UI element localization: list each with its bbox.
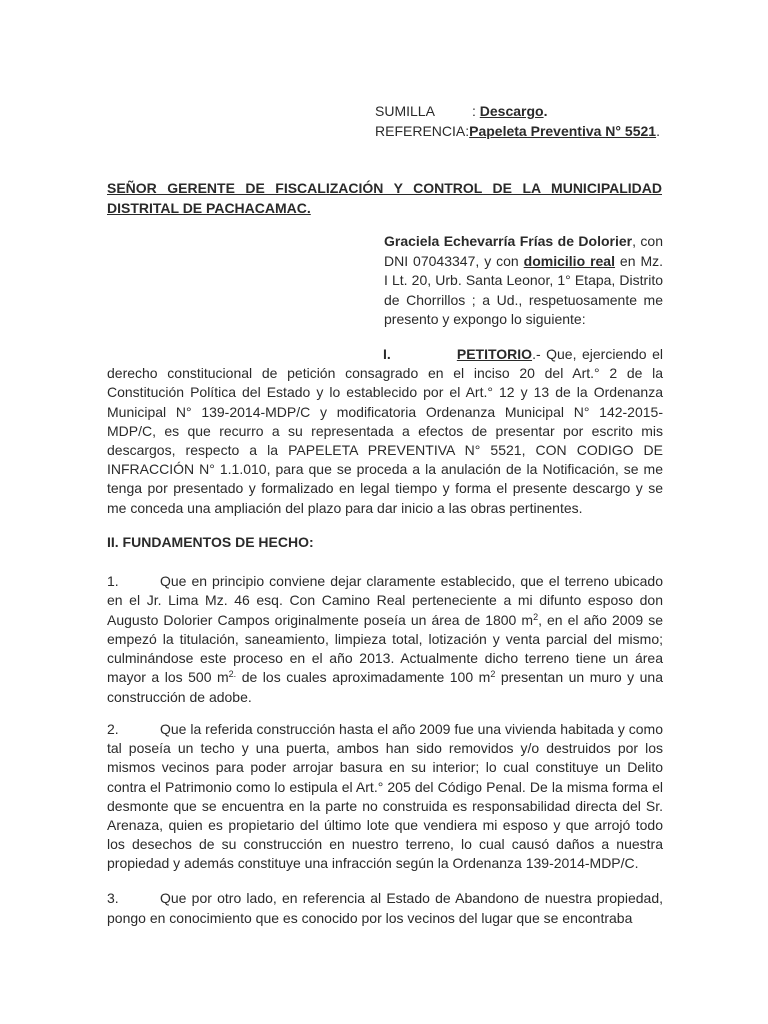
petitorio-first-line <box>107 345 663 364</box>
fundamento-item-2 <box>107 720 663 874</box>
fundamento-item-3 <box>107 889 663 928</box>
petitorio-title: PETITORIO <box>456 346 533 362</box>
party-name: Graciela Echevarría Frías de Dolorier <box>384 233 633 249</box>
referencia-value: Papeleta Preventiva N° 5521 <box>469 123 657 139</box>
party-text-b: en Mz. I Lt. 20, Urb. Santa Leonor, 1° Etapa, Distrito de Chorrillos ; a Ud., respetuosamente me presento y expongo lo siguiente: <box>384 252 664 327</box>
party-introduction <box>384 232 663 330</box>
fundamentos-title: II. FUNDAMENTOS DE HECHO: <box>107 534 314 550</box>
petitorio-section <box>107 345 663 518</box>
party-text-a: , con DNI 07043347, y con <box>384 233 663 269</box>
petitorio-text: derecho constitucional de petición consagrado en el inciso 20 del Art.° 2 de la Constitución Política del Estado y lo establecido por el Art.° 12 y 13 de la Ordenanza Municipal N° 139-2014-MDP/C y modificatoria Ordenanza Municipal N° 142-2015-MDP/C, es que recurro a su representada a efectos de presentar por escrito mis descargos, respecto a la PAPELETA PREVENTIVA N° 5521, CON CODIGO DE INFRACCIÓN N° 1.1.010, para que se proceda a la anulación de la Notificación, se me tenga por presentado y formalizado en legal tiempo y forma el presente descargo y se me conceda una ampliación del plazo para dar inicio a las obras pertinentes. <box>107 365 663 516</box>
referencia-line <box>375 122 755 142</box>
item-number: 3. <box>107 890 119 906</box>
item-text-a: Que en principio conviene dejar claramente establecido, que el terreno ubicado en el Jr. Lima Mz. 46 esq. Con Camino Real perteneciente a mi difunto esposo don Augusto Dolorier Campos originalmente poseía un área de 1800 m <box>107 573 663 628</box>
item-text-c: de los cuales aproximadamente 100 m <box>236 669 491 686</box>
petitorio-first-line-rest: .- Que, ejerciendo el <box>532 346 663 362</box>
superscript-2: 2 <box>490 669 496 680</box>
item-text-d: presentan un muro y una construcción de adobe. <box>107 669 664 705</box>
sumilla-end: . <box>543 103 548 119</box>
item-text: Que por otro lado, en referencia al Estado de Abandono de nuestra propiedad, pongo en conocimiento que es conocido por los vecinos del lugar que se encontraba <box>107 890 663 926</box>
item-number: 1. <box>107 573 119 589</box>
item-text: Que la referida construcción hasta el año 2009 fue una vivienda habitada y como tal poseía un techo y una puerta, ambos han sido removidos y/o destruidos por los mismos vecinos para poder arrojar basura en su interior; lo cual constituye un Delito contra el Patrimonio como lo estipula el Art.° 205 del Código Penal. De la misma forma el desmonte que se encuentra en la parte no construida es responsabilidad directa del Sr. Arenaza, quien es propietario del último lote que vendiera mi esposo y que arrojó todo los desechos de su construcción en nuestro terreno, lo cual causó daños a nuestra propiedad y además constituye una infracción según la Ordenanza 139-2014-MDP/C. <box>107 721 663 872</box>
superscript-2: 2 <box>533 611 539 622</box>
fundamento-item-1 <box>107 572 663 707</box>
sumilla-colon: : <box>472 103 480 119</box>
referencia-end: . <box>656 123 660 139</box>
sumilla-label: SUMILLA <box>375 103 435 119</box>
reference-block <box>375 102 755 142</box>
superscript-2-dot: 2. <box>228 669 237 680</box>
petitorio-numeral: I. <box>383 346 391 362</box>
item-text-b: , en el año 2009 se empezó la titulación, saneamiento, limpieza total, lotización y venta parcial del mismo; culminándose este proceso en el año 2013. Actualmente dicho terreno tiene un área mayor a los 500 m <box>107 611 663 686</box>
referencia-label: REFERENCIA: <box>375 123 470 139</box>
domicilio-label: domicilio real <box>523 252 615 269</box>
sumilla-value: Descargo <box>479 103 544 119</box>
sumilla-line <box>375 102 755 122</box>
addressee-heading: SEÑOR GERENTE DE FISCALIZACIÓN Y CONTROL DE LA MUNICIPALIDAD DISTRITAL DE PACHACAMAC. <box>107 180 662 216</box>
item-number: 2. <box>107 721 119 737</box>
